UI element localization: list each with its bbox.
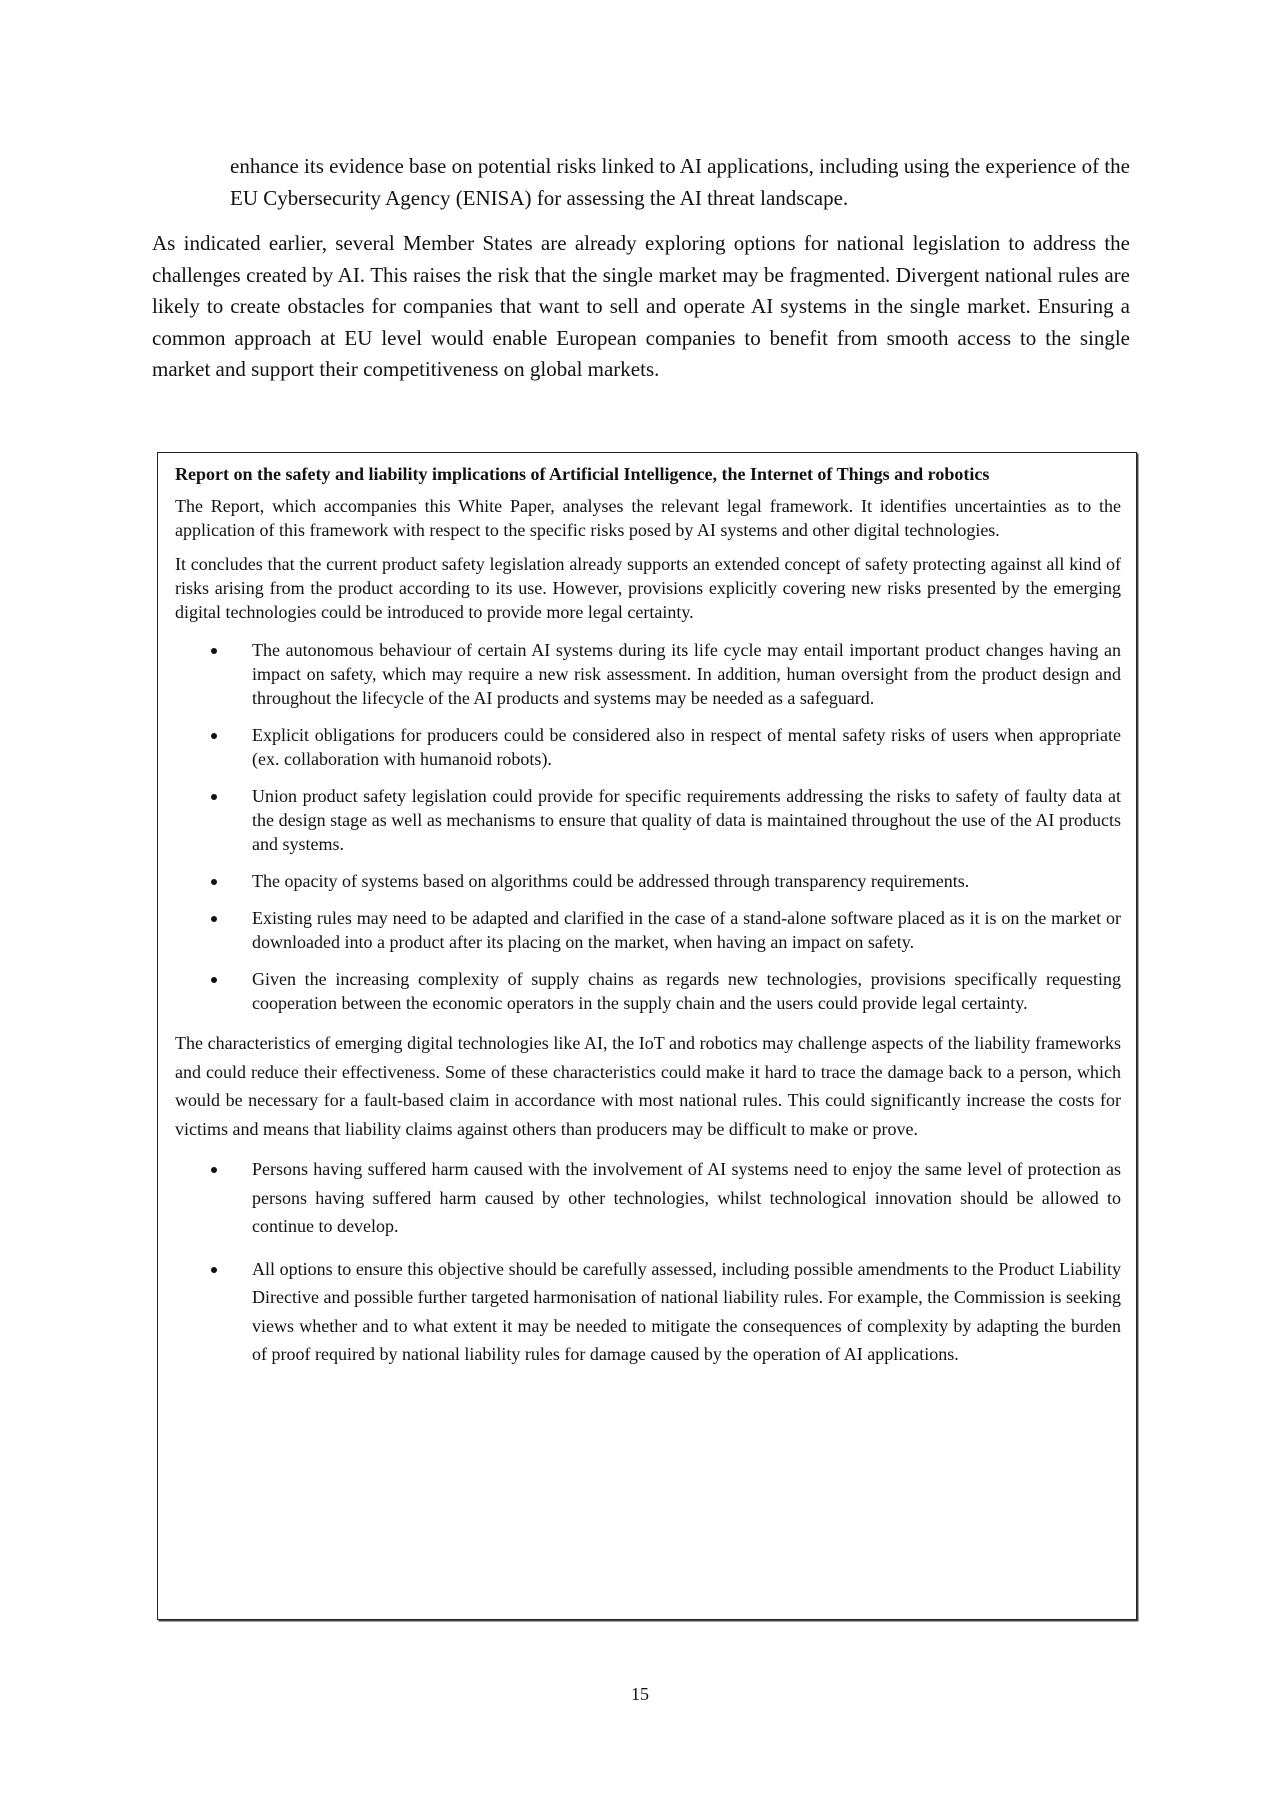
- list-item: [175, 1155, 1121, 1241]
- bullet-icon: [211, 1267, 217, 1273]
- bullet-icon: [211, 977, 217, 983]
- list-item-text: Given the increasing complexity of supply chains as regards new technologies, provisions specifically requesting cooperation between the economic operators in the supply chain and the users could provide legal certainty.: [252, 969, 1121, 1013]
- bullet-icon: [211, 648, 217, 654]
- bullet-icon: [211, 916, 217, 922]
- list-item-text: Existing rules may need to be adapted and clarified in the case of a stand-alone software placed as it is on the market or downloaded into a product after its placing on the market, when having an impact on safety.: [252, 908, 1121, 952]
- bullet-icon: [211, 733, 217, 739]
- list-item: [175, 869, 1121, 893]
- list-item-text: The opacity of systems based on algorithms could be addressed through transparency requirements.: [252, 871, 970, 891]
- list-item-text: Explicit obligations for producers could be considered also in respect of mental safety risks of users when appropriate (ex. collaboration with humanoid robots).: [252, 725, 1121, 769]
- list-item: [175, 784, 1121, 856]
- list-item-text: Persons having suffered harm caused with the involvement of AI systems need to enjoy the same level of protection as persons having suffered harm caused by other technologies, whilst technological innovation should be allowed to continue to develop.: [252, 1159, 1121, 1236]
- page-number: 15: [631, 1684, 649, 1704]
- liability-bullet-list: [175, 1155, 1121, 1369]
- box-paragraph: The Report, which accompanies this White Paper, analyses the relevant legal framework. It identifies uncertainties as to the application of this framework with respect to the specific risks posed by AI systems and other digital technologies.: [175, 496, 1121, 540]
- list-item-text: The autonomous behaviour of certain AI systems during its life cycle may entail important product changes having an impact on safety, which may require a new risk assessment. In addition, human oversight from the product design and throughout the lifecycle of the AI products and systems may be needed as a safeguard.: [252, 640, 1121, 708]
- bullet-icon: [211, 794, 217, 800]
- liability-paragraph: The characteristics of emerging digital technologies like AI, the IoT and robotics may challenge aspects of the liability frameworks and could reduce their effectiveness. Some of these characteristics could make it hard to trace the damage back to a person, which would be necessary for a fault-based claim in accordance with most national rules. This could significantly increase the costs for victims and means that liability claims against others than producers may be difficult to make or prove.: [175, 1033, 1121, 1139]
- list-item: [175, 1255, 1121, 1369]
- list-item: [175, 967, 1121, 1015]
- list-item: [175, 638, 1121, 710]
- safety-bullet-list: [175, 638, 1121, 1015]
- bullet-icon: [211, 879, 217, 885]
- body-paragraph: As indicated earlier, several Member States are already exploring options for national legislation to address the challenges created by AI. This raises the risk that the single market may be fragmented. Divergent national rules are likely to create obstacles for companies that want to sell and operate AI systems in the single market. Ensuring a common approach at EU level would enable European companies to benefit from smooth access to the single market and support their competitiveness on global markets.: [152, 231, 1130, 381]
- list-item: [175, 723, 1121, 771]
- list-item: [175, 906, 1121, 954]
- list-item-text: All options to ensure this objective should be carefully assessed, including possible amendments to the Product Liability Directive and possible further targeted harmonisation of national liability rules. For example, the Commission is seeking views whether and to what extent it may be needed to mitigate the consequences of complexity by adapting the burden of proof required by national liability rules for damage caused by the operation of AI applications.: [252, 1258, 1121, 1364]
- continued-bullet-text: enhance its evidence base on potential risks linked to AI applications, including using the experience of the EU Cybersecurity Agency (ENISA) for assessing the AI threat landscape.: [230, 154, 1130, 210]
- box-title: Report on the safety and liability implications of Artificial Intelligence, the Internet of Things and robotics: [175, 464, 990, 484]
- list-item-text: Union product safety legislation could provide for specific requirements addressing the risks to safety of faulty data at the design stage as well as mechanisms to ensure that quality of data is maintained throughout the use of the AI products and systems.: [252, 786, 1121, 854]
- bullet-icon: [211, 1167, 217, 1173]
- box-paragraph: It concludes that the current product safety legislation already supports an extended concept of safety protecting against all kind of risks arising from the product according to its use. However, provisions explicitly covering new risks presented by the emerging digital technologies could be introduced to provide more legal certainty.: [175, 554, 1121, 622]
- report-summary-box: [157, 452, 1137, 1620]
